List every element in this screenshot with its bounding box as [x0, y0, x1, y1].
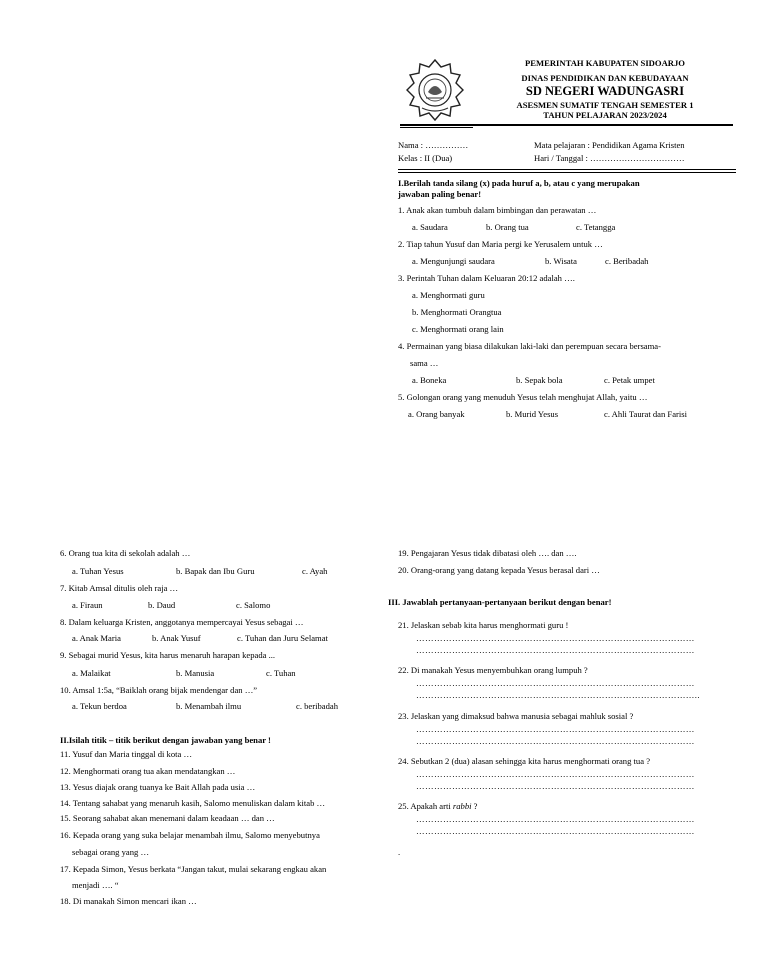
answer-line-24b[interactable]: ………………………………………………………………………………… [416, 781, 695, 791]
q5-option-a[interactable]: a. Orang banyak [408, 409, 465, 419]
student-class: Kelas : II (Dua) [398, 153, 453, 163]
q10-option-c[interactable]: c. beribadah [296, 701, 338, 711]
question-18: 18. Di manakah Simon mencari ikan … [60, 896, 197, 906]
q4-option-b[interactable]: b. Sepak bola [516, 375, 563, 385]
q3-option-a[interactable]: a. Menghormati guru [412, 290, 485, 300]
q7-option-c[interactable]: c. Salomo [236, 600, 271, 610]
header-line-2: DINAS PENDIDIKAN DAN KEBUDAYAAN [521, 73, 689, 83]
question-22: 22. Di manakah Yesus menyembuhkan orang lumpuh ? [398, 665, 588, 675]
question-8: 8. Dalam keluarga Kristen, anggotanya mempercayai Yesus sebagai … [60, 617, 304, 627]
answer-line-25a[interactable]: ………………………………………………………………………………… [416, 814, 695, 824]
identity-rule-1 [398, 169, 736, 170]
school-year: TAHUN PELAJARAN 2023/2024 [543, 110, 667, 120]
q5-option-c[interactable]: c. Ahli Taurat dan Farisi [604, 409, 688, 419]
question-4: 4. Permainan yang biasa dilakukan laki-laki dan perempuan secara bersama- [398, 341, 661, 351]
identity-rule-2 [398, 172, 736, 173]
regency-logo [404, 58, 466, 122]
section-3-title: III. Jawablah pertanyaan-pertanyaan berikut dengan benar! [388, 597, 612, 607]
q1-option-a[interactable]: a. Saudara [412, 222, 448, 232]
q10-option-b[interactable]: b. Menambah ilmu [176, 701, 242, 711]
question-24: 24. Sebutkan 2 (dua) alasan sehingga kita harus menghormati orang tua ? [398, 756, 651, 766]
section-1-title: I.Berilah tanda silang (x) pada huruf a, b, atau c yang merupakan [398, 178, 640, 188]
q8-option-a[interactable]: a. Anak Maria [72, 633, 121, 643]
question-15: 15. Seorang sahabat akan menemani dalam keadaan … dan … [60, 813, 275, 823]
q6-option-a[interactable]: a. Tuhan Yesus [72, 566, 124, 576]
question-2: 2. Tiap tahun Yusuf dan Maria pergi ke Yerusalem untuk … [398, 239, 603, 249]
q7-option-a[interactable]: a. Firaun [72, 600, 103, 610]
q3-option-c[interactable]: c. Menghormati orang lain [412, 324, 504, 334]
q8-option-b[interactable]: b. Anak Yusuf [152, 633, 201, 643]
question-14: 14. Tentang sahabat yang menaruh kasih, Salomo menuliskan dalam kitab … [60, 798, 326, 808]
question-17: 17. Kepada Simon, Yesus berkata “Jangan takut, mulai sekarang engkau akan [60, 864, 327, 874]
question-1: 1. Anak akan tumbuh dalam bimbingan dan perawatan … [398, 205, 597, 215]
q4-option-a[interactable]: a. Boneka [412, 375, 447, 385]
answer-line-22a[interactable]: ………………………………………………………………………………… [416, 678, 695, 688]
question-7: 7. Kitab Amsal ditulis oleh raja … [60, 583, 179, 593]
q9-option-a[interactable]: a. Malaikat [72, 668, 111, 678]
header-rule-short [400, 127, 473, 128]
q2-option-c[interactable]: c. Beribadah [605, 256, 649, 266]
answer-line-21b[interactable]: ………………………………………………………………………………… [416, 645, 695, 655]
question-11: 11. Yusuf dan Maria tinggal di kota … [60, 749, 193, 759]
answer-line-23b[interactable]: ………………………………………………………………………………… [416, 736, 695, 746]
question-9: 9. Sebagai murid Yesus, kita harus menaruh harapan kepada ... [60, 650, 276, 660]
question-16: 16. Kepada orang yang suka belajar menambah ilmu, Salomo menyebutnya [60, 830, 320, 840]
subject-label: Mata pelajaran : Pendidikan Agama Kristen [534, 140, 685, 150]
q5-option-b[interactable]: b. Murid Yesus [506, 409, 559, 419]
q2-option-b[interactable]: b. Wisata [545, 256, 577, 266]
q2-option-a[interactable]: a. Mengunjungi saudara [412, 256, 495, 266]
question-12: 12. Menghormati orang tua akan mendatangkan … [60, 766, 236, 776]
answer-line-22b[interactable]: ………………………………………………………………………………….. [416, 690, 700, 700]
exam-title: ASESMEN SUMATIF TENGAH SEMESTER 1 [516, 100, 694, 110]
section-2-title: II.Isilah titik – titik berikut dengan jawaban yang benar ! [60, 735, 271, 745]
question-6: 6. Orang tua kita di sekolah adalah … [60, 548, 191, 558]
stray-mark: . [398, 847, 401, 857]
student-name: Nama : …………… [398, 140, 469, 150]
question-17-cont: menjadi …. “ [72, 880, 119, 890]
q4-option-c[interactable]: c. Petak umpet [604, 375, 655, 385]
question-25-term: rabbi [452, 801, 472, 811]
q1-option-c[interactable]: c. Tetangga [576, 222, 616, 232]
q7-option-b[interactable]: b. Daud [148, 600, 176, 610]
question-16-cont: sebagai orang yang … [72, 847, 150, 857]
question-5: 5. Golongan orang yang menuduh Yesus telah menghujat Allah, yaitu … [398, 392, 648, 402]
header-rule [400, 124, 733, 126]
question-13: 13. Yesus diajak orang tuanya ke Bait Allah pada usia … [60, 782, 256, 792]
q10-option-a[interactable]: a. Tekun berdoa [72, 701, 127, 711]
question-20: 20. Orang-orang yang datang kepada Yesus berasal dari … [398, 565, 600, 575]
q9-option-b[interactable]: b. Manusia [176, 668, 215, 678]
q9-option-c[interactable]: c. Tuhan [266, 668, 296, 678]
q3-option-b[interactable]: b. Menghormati Orangtua [412, 307, 502, 317]
answer-line-23a[interactable]: ………………………………………………………………………………… [416, 724, 695, 734]
school-name: SD NEGERI WADUNGASRI [525, 84, 685, 98]
header-line-1: PEMERINTAH KABUPATEN SIDOARJO [525, 58, 685, 68]
answer-line-21a[interactable]: ………………………………………………………………………………… [416, 633, 695, 643]
q1-option-b[interactable]: b. Orang tua [486, 222, 529, 232]
question-25-text: 25. Apakah arti [398, 801, 453, 811]
question-21: 21. Jelaskan sebab kita harus menghormati guru ! [398, 620, 569, 630]
answer-line-24a[interactable]: ………………………………………………………………………………… [416, 769, 695, 779]
q6-option-c[interactable]: c. Ayah [302, 566, 328, 576]
question-23: 23. Jelaskan yang dimaksud bahwa manusia sebagai mahluk sosial ? [398, 711, 634, 721]
question-19: 19. Pengajaran Yesus tidak dibatasi oleh …. dan …. [398, 548, 577, 558]
question-4-cont: sama … [410, 358, 439, 368]
regency-emblem-icon [404, 58, 466, 122]
question-10: 10. Amsal 1:5a, “Baiklah orang bijak mendengar dan …” [60, 685, 258, 695]
section-1-title-cont: jawaban paling benar! [398, 189, 482, 199]
q6-option-b[interactable]: b. Bapak dan Ibu Guru [176, 566, 255, 576]
question-3: 3. Perintah Tuhan dalam Keluaran 20:12 adalah …. [398, 273, 575, 283]
q8-option-c[interactable]: c. Tuhan dan Juru Selamat [237, 633, 328, 643]
answer-line-25b[interactable]: ………………………………………………………………………………… [416, 826, 695, 836]
question-25-mark: ? [471, 801, 478, 811]
question-25 [398, 801, 477, 812]
date-label: Hari / Tanggal : …………………………… [534, 153, 685, 163]
